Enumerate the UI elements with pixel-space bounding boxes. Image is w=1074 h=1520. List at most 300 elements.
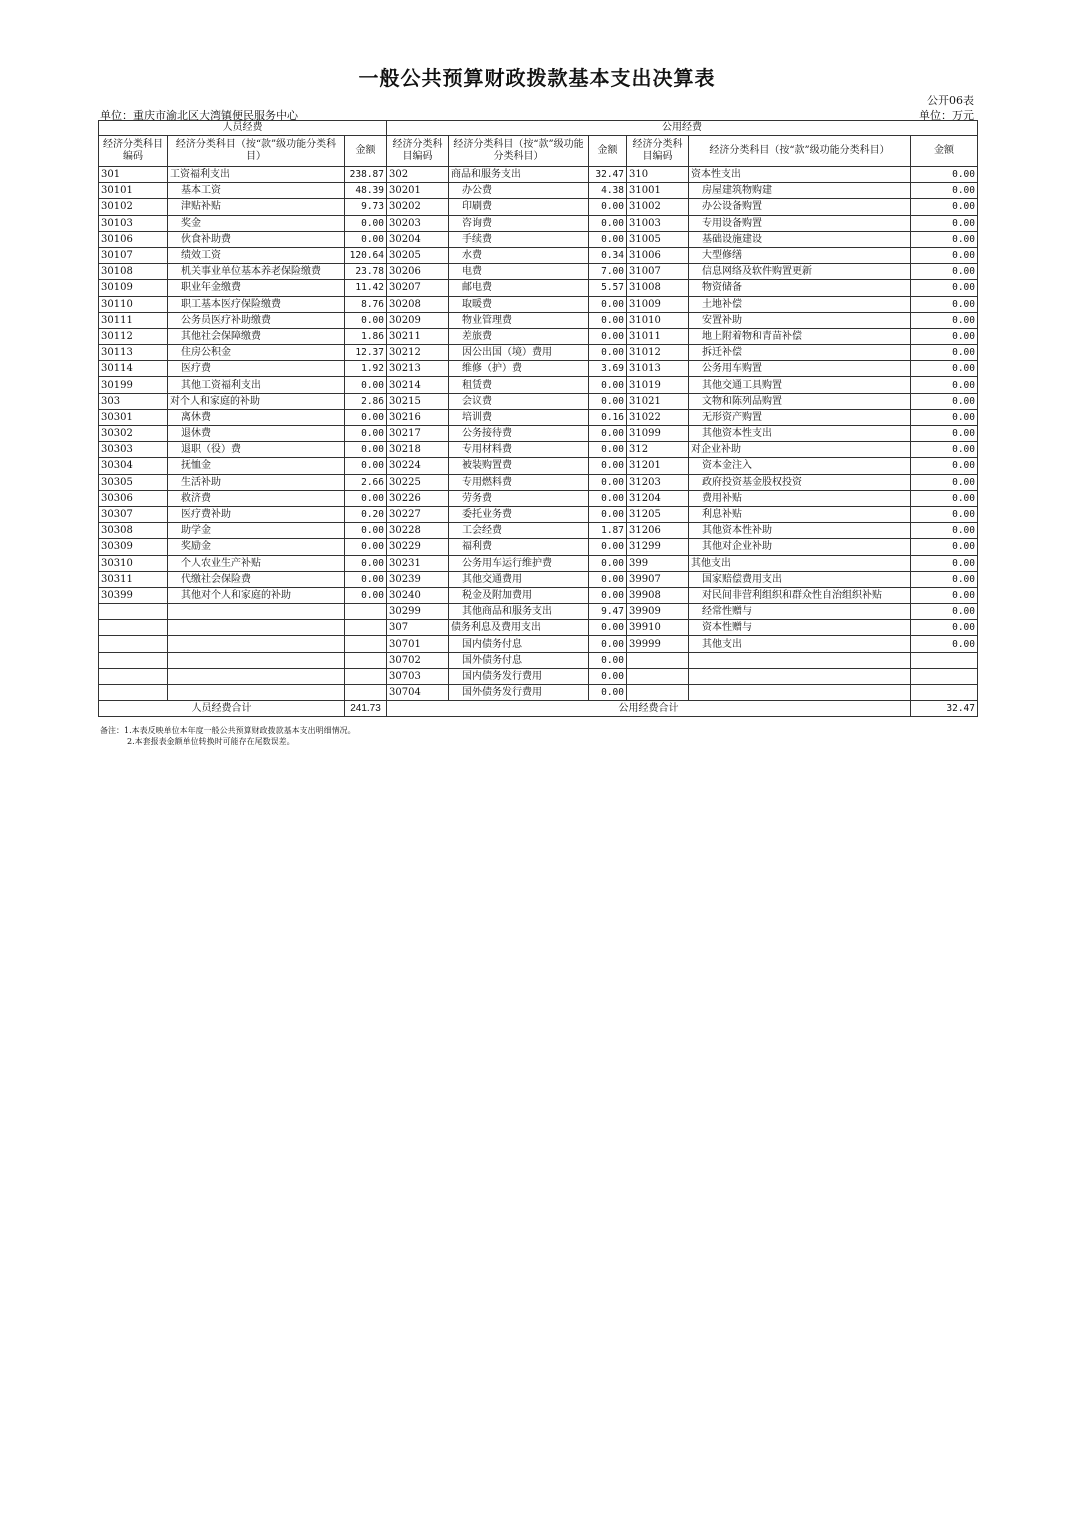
cell-code: 30399 [99, 587, 168, 603]
cell-code: 30101 [99, 183, 168, 199]
cell-name: 劳务费 [449, 490, 589, 506]
table-row [99, 361, 978, 377]
cell-code: 30208 [387, 296, 449, 312]
cell-name: 专用设备购置 [689, 215, 911, 231]
cell-amount: 48.39 [345, 183, 387, 199]
cell-code: 30103 [99, 215, 168, 231]
cell-amount: 0.00 [911, 426, 978, 442]
cell-code: 30207 [387, 280, 449, 296]
cell-amount: 0.00 [589, 571, 627, 587]
cell-code: 31005 [627, 231, 689, 247]
cell-name: 办公设备购置 [689, 199, 911, 215]
cell-amount: 0.00 [589, 312, 627, 328]
cell-code [627, 652, 689, 668]
cell-code: 30226 [387, 490, 449, 506]
cell-name: 文物和陈列品购置 [689, 393, 911, 409]
cell-amount: 0.00 [911, 280, 978, 296]
cell-code: 30224 [387, 458, 449, 474]
cell-name [168, 604, 345, 620]
footnotes [100, 725, 356, 747]
table-row [99, 458, 978, 474]
cell-code: 312 [627, 442, 689, 458]
cell-name: 退职（役）费 [168, 442, 345, 458]
cell-code: 30108 [99, 264, 168, 280]
cell-code [627, 668, 689, 684]
col-header-code: 经济分类科目编码 [99, 136, 168, 167]
cell-amount: 7.00 [589, 264, 627, 280]
cell-amount: 0.00 [911, 587, 978, 603]
cell-code: 310 [627, 167, 689, 183]
cell-code: 307 [387, 620, 449, 636]
cell-name: 助学金 [168, 523, 345, 539]
cell-name: 专用燃料费 [449, 474, 589, 490]
cell-code [99, 668, 168, 684]
cell-name: 安置补助 [689, 312, 911, 328]
cell-amount: 0.00 [911, 231, 978, 247]
cell-code: 31011 [627, 328, 689, 344]
cell-amount: 0.00 [911, 620, 978, 636]
cell-name: 拆迁补偿 [689, 345, 911, 361]
group-header-public: 公用经费 [387, 121, 978, 136]
cell-code: 30228 [387, 523, 449, 539]
cell-code: 31203 [627, 474, 689, 490]
cell-code: 30212 [387, 345, 449, 361]
cell-amount [911, 685, 978, 701]
cell-amount [345, 620, 387, 636]
cell-code: 30215 [387, 393, 449, 409]
cell-name: 电费 [449, 264, 589, 280]
cell-amount: 9.73 [345, 199, 387, 215]
cell-amount: 0.00 [589, 506, 627, 522]
cell-name: 代缴社会保险费 [168, 571, 345, 587]
table-row [99, 604, 978, 620]
cell-code: 30301 [99, 409, 168, 425]
cell-code: 30199 [99, 377, 168, 393]
cell-code: 31003 [627, 215, 689, 231]
cell-amount: 0.00 [911, 345, 978, 361]
cell-name: 资本性支出 [689, 167, 911, 183]
cell-name: 公务用车购置 [689, 361, 911, 377]
cell-amount: 0.00 [911, 312, 978, 328]
cell-code: 31201 [627, 458, 689, 474]
cell-code: 31008 [627, 280, 689, 296]
cell-name: 税金及附加费用 [449, 587, 589, 603]
cell-amount: 32.47 [589, 167, 627, 183]
unit-currency: 单位：万元 [919, 109, 974, 122]
cell-amount [345, 685, 387, 701]
cell-code: 30307 [99, 506, 168, 522]
cell-amount: 0.00 [911, 571, 978, 587]
cell-code [627, 685, 689, 701]
cell-amount: 0.00 [589, 555, 627, 571]
cell-name: 基本工资 [168, 183, 345, 199]
cell-amount: 0.00 [911, 636, 978, 652]
cell-name: 物业管理费 [449, 312, 589, 328]
cell-name [168, 652, 345, 668]
table-row [99, 668, 978, 684]
cell-amount: 0.00 [911, 604, 978, 620]
cell-name: 工会经费 [449, 523, 589, 539]
cell-name: 其他支出 [689, 636, 911, 652]
cell-name: 国内债务付息 [449, 636, 589, 652]
cell-name: 房屋建筑物购建 [689, 183, 911, 199]
table-row [99, 652, 978, 668]
cell-name: 其他资本性补助 [689, 523, 911, 539]
cell-name: 其他社会保障缴费 [168, 328, 345, 344]
col-header-name: 经济分类科目（按“款”级功能分类科目） [168, 136, 345, 167]
cell-name: 基础设施建设 [689, 231, 911, 247]
cell-code: 31205 [627, 506, 689, 522]
group-header-personnel: 人员经费 [99, 121, 387, 136]
cell-name: 工资福利支出 [168, 167, 345, 183]
cell-name: 委托业务费 [449, 506, 589, 522]
cell-code [99, 685, 168, 701]
cell-name: 维修（护）费 [449, 361, 589, 377]
cell-name: 大型修缮 [689, 247, 911, 263]
cell-amount: 5.57 [589, 280, 627, 296]
cell-code: 30205 [387, 247, 449, 263]
cell-amount: 238.87 [345, 167, 387, 183]
cell-code: 30303 [99, 442, 168, 458]
cell-amount: 0.00 [911, 167, 978, 183]
cell-code: 31006 [627, 247, 689, 263]
cell-code: 30107 [99, 247, 168, 263]
cell-amount: 0.00 [911, 490, 978, 506]
cell-name [168, 636, 345, 652]
page-title: 一般公共预算财政拨款基本支出决算表 [358, 66, 716, 90]
cell-name: 因公出国（境）费用 [449, 345, 589, 361]
cell-name: 土地补偿 [689, 296, 911, 312]
cell-amount [345, 652, 387, 668]
group-header-row [99, 121, 978, 136]
cell-code: 31010 [627, 312, 689, 328]
cell-amount: 0.00 [911, 264, 978, 280]
cell-amount: 11.42 [345, 280, 387, 296]
cell-code: 30299 [387, 604, 449, 620]
table-row [99, 199, 978, 215]
cell-amount [345, 668, 387, 684]
cell-code: 302 [387, 167, 449, 183]
cell-amount: 0.00 [911, 247, 978, 263]
cell-name: 办公费 [449, 183, 589, 199]
cell-name: 被装购置费 [449, 458, 589, 474]
cell-code: 31002 [627, 199, 689, 215]
footnote-1: 备注：1.本表反映单位本年度一般公共预算财政拨款基本支出明细情况。 [100, 726, 356, 735]
cell-code: 39907 [627, 571, 689, 587]
cell-name: 无形资产购置 [689, 409, 911, 425]
cell-name: 会议费 [449, 393, 589, 409]
cell-code: 30703 [387, 668, 449, 684]
cell-amount: 0.00 [589, 345, 627, 361]
table-row [99, 215, 978, 231]
cell-code [99, 620, 168, 636]
cell-code: 30218 [387, 442, 449, 458]
cell-amount [345, 636, 387, 652]
cell-amount: 0.00 [911, 506, 978, 522]
cell-code: 39909 [627, 604, 689, 620]
cell-name: 国外债务发行费用 [449, 685, 589, 701]
cell-amount: 0.34 [589, 247, 627, 263]
cell-name [168, 620, 345, 636]
cell-amount: 0.00 [345, 523, 387, 539]
cell-amount: 0.00 [345, 458, 387, 474]
cell-name: 资本性赠与 [689, 620, 911, 636]
cell-amount: 12.37 [345, 345, 387, 361]
cell-name: 绩效工资 [168, 247, 345, 263]
cell-amount: 0.00 [589, 668, 627, 684]
cell-code: 30106 [99, 231, 168, 247]
cell-code: 30306 [99, 490, 168, 506]
cell-amount: 2.86 [345, 393, 387, 409]
cell-name: 手续费 [449, 231, 589, 247]
column-header-row [99, 136, 978, 167]
cell-code: 30209 [387, 312, 449, 328]
cell-amount: 0.00 [345, 571, 387, 587]
cell-name: 抚恤金 [168, 458, 345, 474]
cell-name [689, 668, 911, 684]
cell-name: 政府投资基金股权投资 [689, 474, 911, 490]
cell-code: 30702 [387, 652, 449, 668]
cell-code: 30110 [99, 296, 168, 312]
table-row [99, 620, 978, 636]
cell-amount: 0.00 [345, 231, 387, 247]
cell-name: 医疗费补助 [168, 506, 345, 522]
cell-amount [911, 652, 978, 668]
cell-amount: 0.00 [345, 377, 387, 393]
cell-amount: 0.00 [911, 539, 978, 555]
cell-name: 对个人和家庭的补助 [168, 393, 345, 409]
cell-name: 经常性赠与 [689, 604, 911, 620]
cell-amount: 0.00 [911, 296, 978, 312]
cell-amount: 0.00 [911, 555, 978, 571]
cell-amount: 0.00 [911, 523, 978, 539]
cell-name: 租赁费 [449, 377, 589, 393]
cell-name: 生活补助 [168, 474, 345, 490]
cell-amount: 4.38 [589, 183, 627, 199]
cell-amount: 0.00 [911, 377, 978, 393]
cell-name: 利息补贴 [689, 506, 911, 522]
cell-name: 商品和服务支出 [449, 167, 589, 183]
cell-amount [911, 668, 978, 684]
cell-amount: 0.00 [345, 442, 387, 458]
cell-code: 30213 [387, 361, 449, 377]
cell-amount: 0.00 [589, 490, 627, 506]
table-row [99, 264, 978, 280]
cell-code: 31009 [627, 296, 689, 312]
cell-name: 专用材料费 [449, 442, 589, 458]
cell-code: 39910 [627, 620, 689, 636]
cell-code: 301 [99, 167, 168, 183]
cell-amount: 0.00 [589, 199, 627, 215]
cell-name: 邮电费 [449, 280, 589, 296]
cell-amount: 0.00 [589, 328, 627, 344]
table-row [99, 247, 978, 263]
table-row [99, 571, 978, 587]
cell-amount: 0.00 [911, 215, 978, 231]
cell-code: 31012 [627, 345, 689, 361]
table-row [99, 685, 978, 701]
col-header-amount: 金额 [911, 136, 978, 167]
cell-amount: 0.00 [345, 555, 387, 571]
cell-amount: 0.00 [911, 328, 978, 344]
cell-name: 对民间非营利组织和群众性自治组织补贴 [689, 587, 911, 603]
total-personnel-value: 241.73 [345, 701, 387, 717]
cell-name: 其他资本性支出 [689, 426, 911, 442]
cell-name: 费用补贴 [689, 490, 911, 506]
cell-name: 信息网络及软件购置更新 [689, 264, 911, 280]
cell-name: 水费 [449, 247, 589, 263]
cell-amount: 0.00 [911, 458, 978, 474]
cell-amount: 0.00 [911, 409, 978, 425]
cell-amount: 8.76 [345, 296, 387, 312]
cell-name: 其他对企业补助 [689, 539, 911, 555]
cell-name: 机关事业单位基本养老保险缴费 [168, 264, 345, 280]
cell-name: 其他支出 [689, 555, 911, 571]
cell-amount: 23.78 [345, 264, 387, 280]
cell-amount: 0.00 [911, 393, 978, 409]
table-row [99, 539, 978, 555]
cell-code: 30704 [387, 685, 449, 701]
cell-name: 物资储备 [689, 280, 911, 296]
table-row [99, 345, 978, 361]
cell-code: 30311 [99, 571, 168, 587]
table-row [99, 442, 978, 458]
table-row [99, 296, 978, 312]
cell-code: 30305 [99, 474, 168, 490]
cell-code: 31022 [627, 409, 689, 425]
table-row [99, 183, 978, 199]
cell-amount: 0.20 [345, 506, 387, 522]
cell-name: 津贴补贴 [168, 199, 345, 215]
cell-name: 差旅费 [449, 328, 589, 344]
table-row [99, 555, 978, 571]
cell-amount: 0.00 [589, 377, 627, 393]
cell-code: 31021 [627, 393, 689, 409]
cell-amount: 0.16 [589, 409, 627, 425]
cell-name: 离休费 [168, 409, 345, 425]
cell-amount: 0.00 [589, 393, 627, 409]
cell-amount: 0.00 [589, 539, 627, 555]
cell-code: 30201 [387, 183, 449, 199]
table-row [99, 523, 978, 539]
cell-amount: 3.69 [589, 361, 627, 377]
cell-amount: 0.00 [589, 458, 627, 474]
cell-code: 31204 [627, 490, 689, 506]
cell-name: 培训费 [449, 409, 589, 425]
cell-code: 30217 [387, 426, 449, 442]
unit-organization: 单位：重庆市渝北区大湾镇便民服务中心 [100, 109, 298, 122]
total-personnel-label: 人员经费合计 [99, 701, 345, 717]
cell-code: 31206 [627, 523, 689, 539]
cell-name: 资本金注入 [689, 458, 911, 474]
cell-code: 30114 [99, 361, 168, 377]
cell-code: 31001 [627, 183, 689, 199]
cell-name: 公务员医疗补助缴费 [168, 312, 345, 328]
table-row [99, 490, 978, 506]
total-public-value: 32.47 [911, 701, 978, 717]
cell-name: 其他交通工具购置 [689, 377, 911, 393]
cell-code: 39908 [627, 587, 689, 603]
cell-code: 30229 [387, 539, 449, 555]
cell-amount: 0.00 [911, 442, 978, 458]
cell-amount: 0.00 [911, 361, 978, 377]
table-row [99, 393, 978, 409]
cell-amount: 0.00 [589, 620, 627, 636]
cell-name: 取暖费 [449, 296, 589, 312]
cell-name: 救济费 [168, 490, 345, 506]
cell-name: 债务利息及费用支出 [449, 620, 589, 636]
cell-code: 30102 [99, 199, 168, 215]
cell-code: 30231 [387, 555, 449, 571]
cell-code: 399 [627, 555, 689, 571]
cell-code [99, 604, 168, 620]
cell-amount: 0.00 [911, 199, 978, 215]
cell-name: 其他对个人和家庭的补助 [168, 587, 345, 603]
totals-row [99, 701, 978, 717]
cell-code: 31099 [627, 426, 689, 442]
table-row [99, 409, 978, 425]
cell-amount: 0.00 [589, 474, 627, 490]
col-header-amount: 金额 [345, 136, 387, 167]
cell-amount: 0.00 [345, 409, 387, 425]
table-row [99, 474, 978, 490]
col-header-amount: 金额 [589, 136, 627, 167]
cell-code: 30111 [99, 312, 168, 328]
cell-code: 31007 [627, 264, 689, 280]
cell-code: 31019 [627, 377, 689, 393]
cell-amount: 0.00 [911, 183, 978, 199]
cell-code: 31013 [627, 361, 689, 377]
cell-name: 其他交通费用 [449, 571, 589, 587]
cell-name: 咨询费 [449, 215, 589, 231]
cell-code: 30308 [99, 523, 168, 539]
cell-code: 30309 [99, 539, 168, 555]
cell-amount: 1.92 [345, 361, 387, 377]
table-row [99, 377, 978, 393]
cell-code: 30240 [387, 587, 449, 603]
form-number: 公开06表 [927, 94, 974, 107]
cell-name: 住房公积金 [168, 345, 345, 361]
cell-code: 30225 [387, 474, 449, 490]
cell-code: 31299 [627, 539, 689, 555]
cell-amount: 1.87 [589, 523, 627, 539]
cell-name: 其他工资福利支出 [168, 377, 345, 393]
cell-name: 福利费 [449, 539, 589, 555]
cell-amount: 120.64 [345, 247, 387, 263]
cell-code: 303 [99, 393, 168, 409]
cell-name: 地上附着物和青苗补偿 [689, 328, 911, 344]
cell-amount: 9.47 [589, 604, 627, 620]
table-row [99, 636, 978, 652]
table-row [99, 426, 978, 442]
cell-name [689, 685, 911, 701]
cell-amount: 0.00 [589, 442, 627, 458]
table-row [99, 506, 978, 522]
cell-code: 30310 [99, 555, 168, 571]
expenditure-table [98, 120, 978, 717]
cell-code: 30701 [387, 636, 449, 652]
cell-amount: 0.00 [345, 539, 387, 555]
cell-name [168, 668, 345, 684]
cell-code: 30239 [387, 571, 449, 587]
cell-name: 印刷费 [449, 199, 589, 215]
cell-amount: 0.00 [589, 587, 627, 603]
cell-amount: 1.86 [345, 328, 387, 344]
cell-code: 30214 [387, 377, 449, 393]
cell-name [689, 652, 911, 668]
cell-code [99, 652, 168, 668]
cell-name [168, 685, 345, 701]
